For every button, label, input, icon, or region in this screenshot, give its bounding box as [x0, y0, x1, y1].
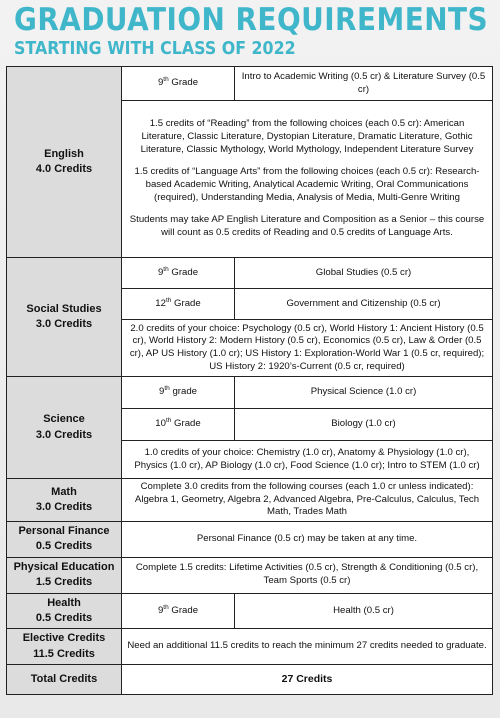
english-choices-cell	[122, 101, 493, 258]
english-ap-note: Students may take AP English Literature and Composition as a Senior – this course will count as 0.5 credits of Reading and 0.5 credits of Language Arts.	[129, 214, 485, 238]
elective-name: Elective Credits	[22, 632, 106, 645]
grade-number: 9	[157, 266, 164, 278]
personal-finance-subject-cell	[7, 521, 122, 557]
elective-credits: 11.5 Credits	[33, 647, 95, 660]
english-grade9-cell	[122, 67, 235, 101]
english-language-arts-text: 1.5 credits of “Language Arts” from the following choices (each 0.5 cr): Research-based Academic Writing, Analytical Academic Writing, Oral Communications (required), Understanding Media, Analysis of Media, Multi-Genre Writing	[134, 166, 480, 203]
english-reading-text: 1.5 credits of “Reading” from the following choices (each 0.5 cr): American Literature, Classic Literature, Dystopian Literature, Dramatic Literature, Gothic Literature, Classic Mythology, World Mythology, Independent Literature Survey	[140, 118, 474, 155]
page-title: GRADUATION REQUIREMENTS	[14, 2, 489, 38]
health-course: Health (0.5 cr)	[235, 593, 493, 629]
science-grade10-course: Biology (1.0 cr)	[235, 409, 493, 441]
grade-number: 12	[155, 297, 166, 309]
personal-finance-name: Personal Finance	[18, 524, 110, 537]
physical-education-subject-cell	[7, 557, 122, 593]
grade-suffix: th	[163, 265, 169, 273]
table-row	[7, 521, 493, 557]
grade-word: Grade	[171, 418, 201, 430]
social-studies-name: Social Studies	[26, 302, 102, 315]
grade-suffix: th	[163, 75, 169, 83]
math-credits: 3.0 Credits	[35, 500, 93, 513]
english-subject-cell	[7, 67, 122, 258]
grade-number: 10	[155, 418, 166, 430]
english-grade9-courses: Intro to Academic Writing (0.5 cr) & Literature Survey (0.5 cr)	[235, 67, 493, 101]
health-name: Health	[47, 596, 81, 609]
table-row	[7, 629, 493, 665]
science-name: Science	[43, 413, 85, 426]
science-grade9-cell	[122, 377, 235, 409]
grade-word: grade	[169, 386, 197, 398]
physical-education-credits: 1.5 Credits	[35, 576, 93, 589]
grade-suffix: th	[163, 603, 169, 611]
table-row	[7, 67, 493, 101]
requirements-table	[6, 66, 493, 695]
personal-finance-text: Personal Finance (0.5 cr) may be taken at any time.	[122, 521, 493, 557]
grade-suffix: th	[165, 416, 172, 424]
table-row	[7, 258, 493, 289]
physical-education-name: Physical Education	[13, 560, 115, 573]
science-choice: 1.0 credits of your choice: Chemistry (1.0 cr), Anatomy & Physiology (1.0 cr), Physics (1.0 cr), AP Biology (1.0 cr), Food Science (1.0 cr); Intro to STEM (1.0 cr)	[122, 441, 493, 479]
grade-suffix: th	[165, 296, 172, 304]
grade-number: 9	[157, 77, 164, 89]
table-row	[7, 665, 493, 695]
math-name: Math	[51, 485, 77, 498]
total-value: 27 Credits	[122, 665, 493, 695]
elective-subject-cell	[7, 629, 122, 665]
physical-education-text: Complete 1.5 credits: Lifetime Activities (0.5 cr), Strength & Conditioning (0.5 cr), Team Sports (0.5 cr)	[122, 557, 493, 593]
grade-word: Grade	[168, 604, 199, 616]
social-studies-choice: 2.0 credits of your choice: Psychology (0.5 cr), World History 1: Ancient History (0.5 cr), World History 2: Modern History (0.5 cr), Economics (0.5 cr), Law & Order (0.5 cr), AP US History (1.0 cr); US History 1: Exploration-World War 1 (0.5 cr, required); US History 2: 1920’s-Current (0.5 cr, required)	[122, 320, 493, 377]
table-row	[7, 377, 493, 409]
social-studies-grade12-course: Government and Citizenship (0.5 cr)	[235, 289, 493, 320]
table-row	[7, 593, 493, 629]
personal-finance-credits: 0.5 Credits	[35, 540, 93, 553]
health-subject-cell	[7, 593, 122, 629]
grade-suffix: th	[164, 384, 170, 392]
grade-word: Grade	[168, 266, 199, 278]
english-credits: 4.0 Credits	[35, 163, 93, 175]
page-subtitle: STARTING WITH CLASS OF 2022	[14, 38, 296, 59]
grade-number: 9	[157, 604, 164, 616]
social-studies-credits: 3.0 Credits	[35, 318, 93, 330]
health-grade9-cell	[122, 593, 235, 629]
social-studies-subject-cell	[7, 258, 122, 377]
social-studies-grade9-course: Global Studies (0.5 cr)	[235, 258, 493, 289]
grade-number: 9	[159, 386, 165, 398]
math-text: Complete 3.0 credits from the following courses (each 1.0 cr unless indicated): Algebra 1, Geometry, Algebra 2, Advanced Algebra, Pre-Calculus, Calculus, Tech Math, Trades Math	[122, 479, 493, 522]
science-grade10-cell	[122, 409, 235, 441]
social-studies-grade9-cell	[122, 258, 235, 289]
math-subject-cell	[7, 479, 122, 522]
science-subject-cell	[7, 377, 122, 479]
science-grade9-course: Physical Science (1.0 cr)	[235, 377, 493, 409]
total-label: Total Credits	[7, 665, 122, 695]
table-row	[7, 479, 493, 522]
grade-word: Grade	[168, 77, 199, 89]
health-credits: 0.5 Credits	[35, 611, 93, 624]
science-credits: 3.0 Credits	[35, 428, 93, 441]
social-studies-grade12-cell	[122, 289, 235, 320]
elective-text: Need an additional 11.5 credits to reach the minimum 27 credits needed to graduate.	[122, 629, 493, 665]
english-name: English	[44, 147, 84, 160]
grade-word: Grade	[171, 297, 201, 309]
table-row	[7, 557, 493, 593]
